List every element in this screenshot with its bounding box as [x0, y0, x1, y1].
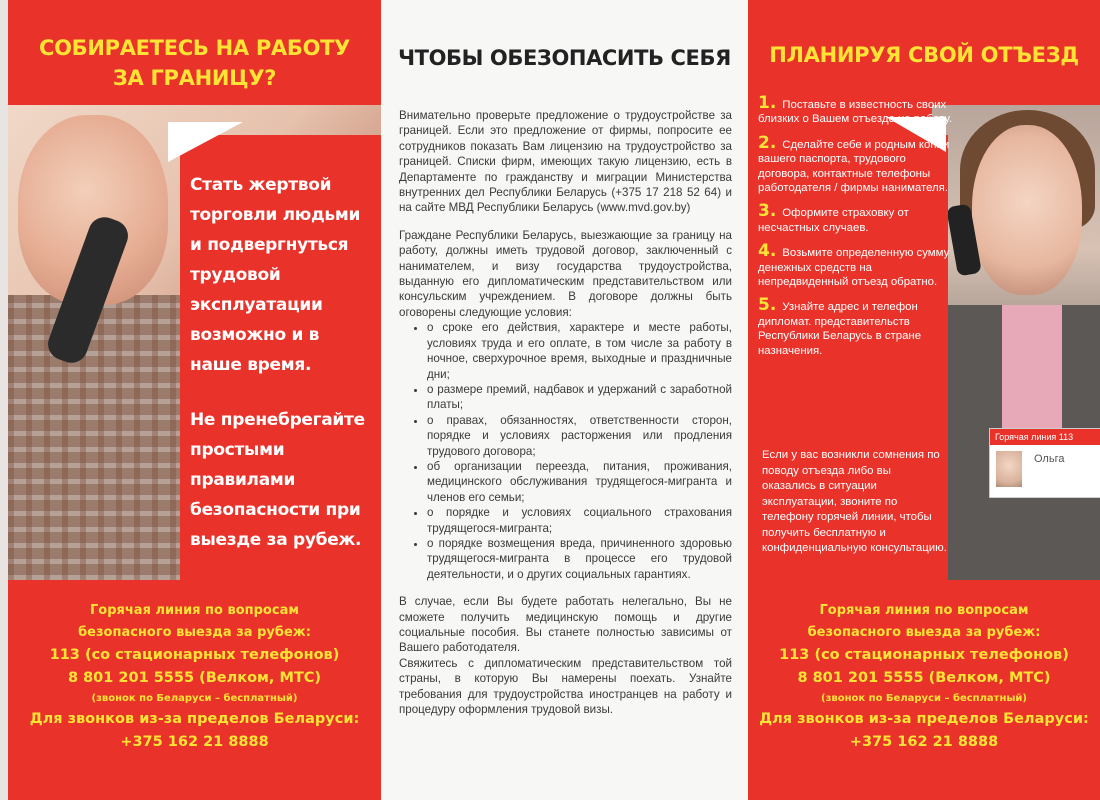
step-text: Оформите страховку от несчастных случаев.	[758, 207, 909, 234]
slogan-line: торговли людьми	[190, 205, 361, 225]
middle-panel	[381, 0, 748, 800]
list-item: • об организации переезда, питания, проживания, медицинского обслуживания трудящегося-мигранта и членов его семьи;	[427, 459, 732, 505]
departure-steps-list	[758, 93, 953, 367]
hotline-info-right	[748, 600, 1100, 754]
step-item	[758, 132, 953, 196]
step-text: Поставьте в известность своих близких о Вашем отъезде на работу.	[758, 99, 953, 126]
paragraph: Свяжитесь с дипломатическим представительством той страны, в которую Вы намерены поехать. Узнайте требования для трудоустройства иностранцев на работу и процедуру оформления трудовой визы.	[399, 656, 732, 717]
right-panel-title: ПЛАНИРУЯ СВОЙ ОТЪЕЗД	[769, 43, 1079, 67]
hotline-note: (звонок по Беларуси – бесплатный)	[91, 693, 298, 704]
step-item	[758, 93, 953, 127]
hotline-heading: безопасного выезда за рубеж:	[807, 625, 1041, 640]
slogan-line: трудовой	[190, 265, 281, 285]
paragraph: Граждане Республики Беларусь, выезжающие за границу на работу, должны иметь трудовой договор, заключенный с нанимателем, и визу государства трудоустройства, выданную его дипломатическим представительством или консульским учреждением. В договоре должны быть оговорены следующие условия:	[399, 228, 732, 319]
name-badge	[989, 428, 1100, 498]
step-item	[758, 241, 953, 289]
hotline-heading: безопасного выезда за рубеж:	[78, 625, 311, 640]
step-number: 4.	[758, 241, 777, 262]
right-panel	[748, 0, 1100, 800]
hotline-heading: Горячая линия по вопросам	[819, 603, 1029, 618]
hotline-info-left	[8, 600, 381, 754]
step-number: 5.	[758, 295, 777, 316]
woman-head	[972, 125, 1082, 295]
step-text: Узнайте адрес и телефон дипломат. представительств Республики Беларусь в стране назначения.	[758, 301, 922, 357]
hotline-number: 8 801 201 5555 (Велком, МТС)	[797, 670, 1051, 686]
step-number: 2.	[758, 132, 777, 153]
left-panel-title	[8, 33, 381, 93]
slogan-line: Стать жертвой	[190, 175, 332, 195]
badge-name: Ольга	[1034, 453, 1065, 465]
woman-shirt	[1002, 305, 1062, 445]
step-item	[758, 201, 953, 235]
list-item: • о порядке возмещения вреда, причиненного здоровью трудящегося-мигранта в процессе его трудовой деятельности, и о других социальных гарантиях.	[427, 536, 732, 582]
slogan-line: Не пренебрегайте	[190, 410, 365, 430]
slogan-line: возможно и в	[190, 325, 320, 345]
hotline-number: +375 162 21 8888	[849, 734, 999, 750]
badge-photo	[996, 451, 1022, 487]
title-line: ЗА ГРАНИЦУ?	[112, 66, 277, 90]
hotline-heading: Для звонков из-за пределов Беларуси:	[759, 711, 1089, 727]
badge-role-illegible	[1034, 467, 1094, 479]
step-number: 1.	[758, 93, 777, 113]
slogan-line: и подвергнуться	[190, 235, 349, 255]
slogan-warning	[190, 170, 375, 380]
contract-conditions-list	[399, 320, 732, 582]
middle-panel-title: ЧТОБЫ ОБЕЗОПАСИТЬ СЕБЯ	[398, 46, 731, 70]
slogan-line: наше время.	[190, 355, 312, 375]
title-line: СОБИРАЕТЕСЬ НА РАБОТУ	[38, 36, 351, 60]
list-item: • о размере премий, надбавок и удержаний с заработной платы;	[427, 382, 732, 413]
step-text: Сделайте себе и родным копии вашего паспорта, трудового договора, контактные телефоны работодателя / фирмы нанимателя.	[758, 138, 950, 195]
slogan-line: эксплуатации	[190, 295, 323, 315]
hotline-number: +375 162 21 8888	[120, 734, 269, 750]
list-item: • о сроке его действия, характере и месте работы, условиях труда и его оплате, в том числе за работу в ночное, сверхурочное время, выходные и праздничные дни;	[427, 320, 732, 382]
middle-panel-body	[399, 108, 732, 729]
slogan-line: простыми	[190, 440, 285, 460]
woman-with-phone-photo	[932, 105, 1100, 580]
hotline-number: 113 (со стационарных телефонов)	[49, 647, 340, 663]
man-shirt	[8, 295, 198, 580]
decorative-wedge	[168, 122, 243, 162]
slogan-advice	[190, 405, 375, 555]
list-item: • о порядке и условиях социального страхования трудящегося-мигранта;	[427, 505, 732, 536]
left-panel	[8, 0, 381, 800]
paragraph: В случае, если Вы будете работать нелегально, Вы не сможете получить медицинскую помощь и другие социальные пособия. Вы станете полностью зависимы от Вашего работодателя.	[399, 595, 732, 655]
hotline-heading: Для звонков из-за пределов Беларуси:	[29, 711, 360, 727]
hotline-note: (звонок по Беларуси – бесплатный)	[821, 693, 1027, 704]
hotline-heading: Горячая линия по вопросам	[90, 603, 299, 618]
consultation-note: Если у вас возникли сомнения по поводу отъезда либо вы оказались в ситуации эксплуатации, звоните по телефону горячей линии, чтобы получить бесплатную и конфиденциальную консультацию.	[762, 449, 947, 554]
step-text: Возьмите определенную сумму денежных средств на непредвиденный отъезд обратно.	[758, 247, 950, 289]
page-edge	[0, 0, 8, 800]
step-item	[758, 295, 953, 358]
paragraph: Внимательно проверьте предложение о трудоустройстве за границей. Если это предложение от фирмы, попросите ее сотрудников показать Вам лицензию на трудоустройство за границей. Списки фирм, имеющих такую лицензию, есть в Департаменте по гражданству и миграции Министерства внутренних дел Республики Беларусь (+375 17 218 52 64) и на сайте МВД Республики Беларусь (www.mvd.gov.by)	[399, 109, 732, 215]
badge-label: Горячая линия 113	[990, 429, 1100, 445]
list-item: • о правах, обязанностях, ответственности сторон, порядке и условиях расторжения или продления трудового договора;	[427, 413, 732, 459]
hotline-number: 113 (со стационарных телефонов)	[779, 647, 1069, 663]
slogan-line: выезде за рубеж.	[190, 530, 362, 550]
hotline-number: 8 801 201 5555 (Велком, МТС)	[67, 670, 322, 686]
step-number: 3.	[758, 201, 777, 222]
slogan-line: правилами	[190, 470, 296, 490]
slogan-line: безопасности при	[190, 500, 361, 520]
